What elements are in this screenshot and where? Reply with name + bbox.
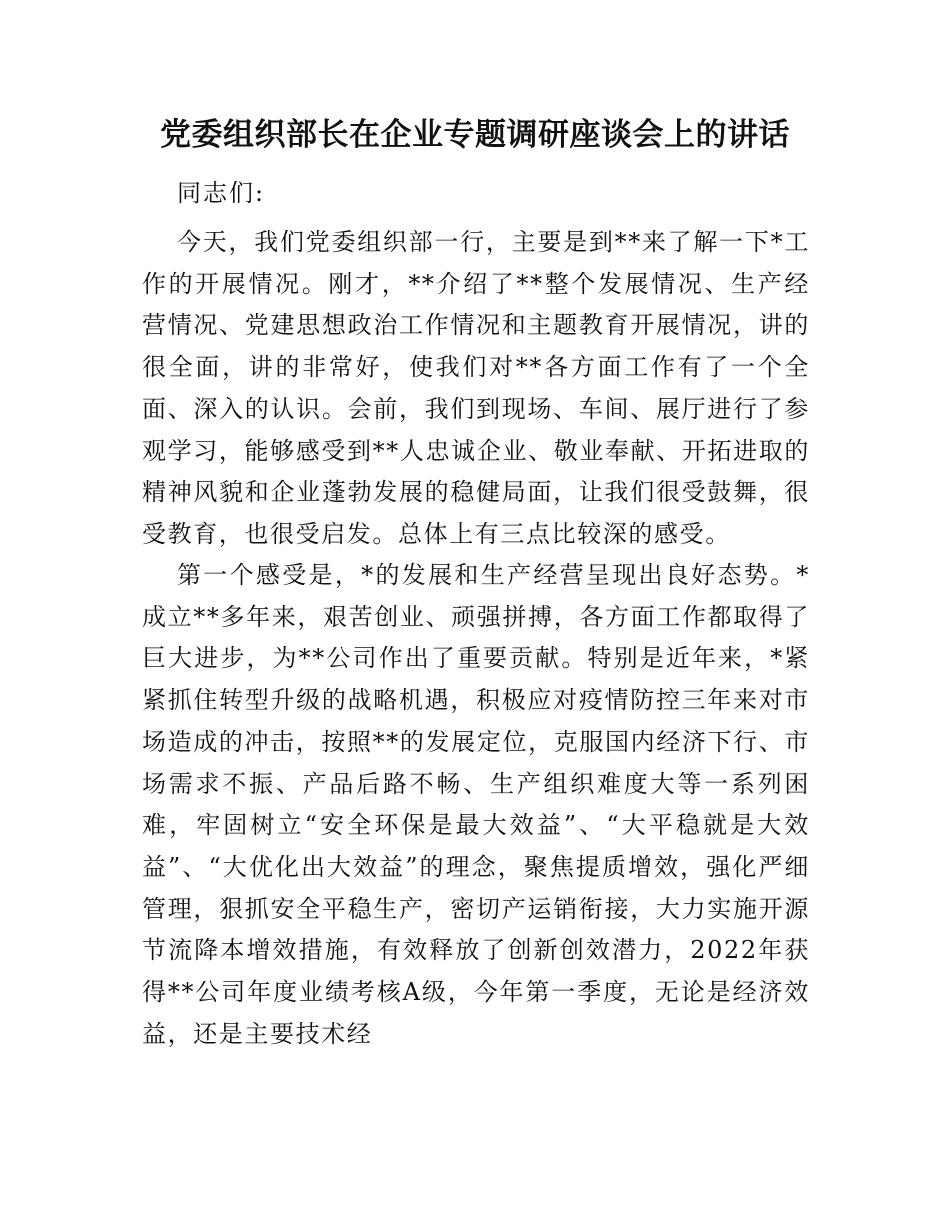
paragraph: 第一个感受是，*的发展和生产经营呈现出良好态势。*成立**多年来，艰苦创业、顽强拼搏，各方面工作都取得了巨大进步，为**公司作出了重要贡献。特别是近年来，*紧紧抓住转型升级的战略机遇，积极应对疫情防控三年来对市场造成的冲击，按照**的发展定位，克服国内经济下行、市场需求不振、产品后路不畅、生产组织难度大等一系列困难，牢固树立“安全环保是最大效益”、“大平稳就是大效益”、“大优化出大效益”的理念，聚焦提质增效，强化严细管理，狠抓安全平稳生产，密切产运销衔接，大力实施开源节流降本增效措施，有效释放了创新创效潜力，2022年获得**公司年度业绩考核A级，今年第一季度，无论是经济效益，还是主要技术经 <box>142 561 810 1048</box>
paragraph: 今天，我们党委组织部一行，主要是到**来了解一下*工作的开展情况。刚才，**介绍了**整个发展情况、生产经营情况、党建思想政治工作情况和主题教育开展情况，讲的很全面，讲的非常好，使我们对**各方面工作有了一个全面、深入的认识。会前，我们到现场、车间、展厅进行了参观学习，能够感受到**人忠诚企业、敬业奉献、开拓进取的精神风貌和企业蓬勃发展的稳健局面，让我们很受鼓舞，很受教育，也很受启发。总体上有三点比较深的感受。 <box>142 228 810 548</box>
salutation: 同志们: <box>177 179 266 207</box>
document-title: 党委组织部长在企业专题调研座谈会上的讲话 <box>160 117 790 153</box>
